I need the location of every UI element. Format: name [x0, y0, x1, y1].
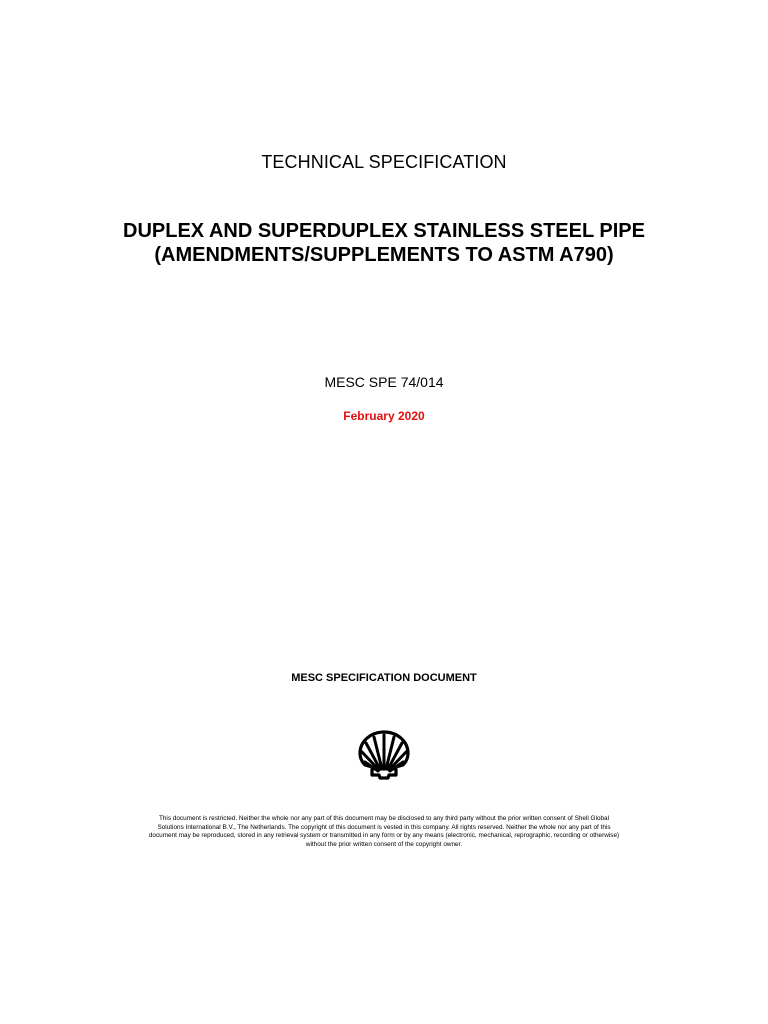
disclaimer-line: Solutions International B.V., The Netherlands. The copyright of this document is vested in this company. All rights reserved. Neither the whole nor any part of this	[157, 823, 611, 831]
document-title-line-2: (AMENDMENTS/SUPPLEMENTS TO ASTM A790)	[154, 244, 614, 266]
document-type-heading: TECHNICAL SPECIFICATION	[261, 152, 507, 172]
disclaimer-line: without the prior written consent of the copyright owner.	[305, 840, 463, 848]
document-date: February 2020	[343, 409, 425, 423]
document-number: MESC SPE 74/014	[324, 374, 444, 390]
disclaimer-line: document may be reproduced, stored in any retrieval system or transmitted in any form or by any means (electronic, mechanical, reprographic, recording or otherwise)	[148, 832, 620, 840]
specification-label: MESC SPECIFICATION DOCUMENT	[291, 672, 477, 684]
document-title	[0, 219, 768, 267]
disclaimer-line: This document is restricted. Neither the whole nor any part of this document may be disclosed to any third party without the prior written consent of Shell Global	[158, 815, 610, 822]
confidentiality-disclaimer	[90, 815, 678, 849]
document-title-line-1: DUPLEX AND SUPERDUPLEX STAINLESS STEEL PIPE	[123, 220, 645, 242]
shell-logo-icon	[357, 729, 411, 781]
